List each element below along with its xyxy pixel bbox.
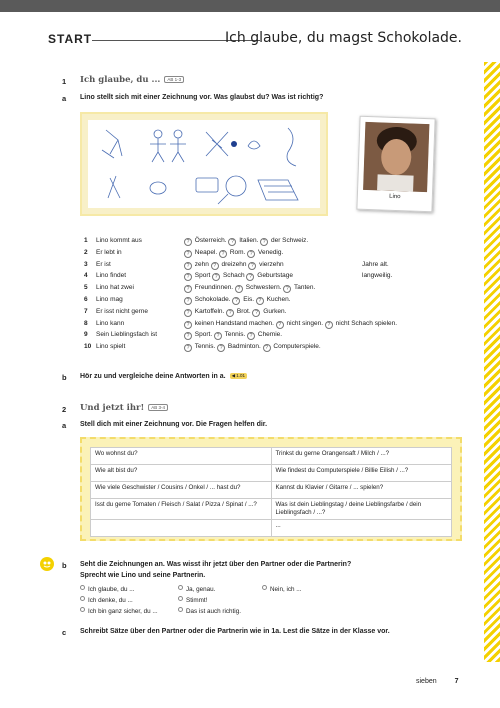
phrase-text: Ja, genau. — [186, 586, 216, 593]
bullet-icon — [80, 607, 85, 612]
statement-options[interactable]: ? Neapel. ? Rom. ? Venedig. — [184, 249, 283, 258]
answer-checkbox-icon[interactable]: ? — [256, 297, 264, 305]
phrase-text: Ich denke, du ... — [88, 597, 133, 604]
question-cell: Kannst du Klavier / Gitarre / ... spielen? — [271, 482, 452, 499]
statement-number: 1 — [84, 237, 88, 244]
answer-checkbox-icon[interactable]: ? — [283, 285, 291, 293]
exercise-number-1: 1 — [62, 77, 67, 86]
photo-caption: Lino — [389, 193, 401, 201]
phrase-item — [178, 596, 207, 604]
answer-checkbox-icon[interactable]: ? — [214, 332, 222, 340]
task-letter-2b: b — [62, 561, 67, 570]
statement-options[interactable]: ? Kartoffeln. ? Brot. ? Gurken. — [184, 308, 286, 317]
lino-portrait — [363, 122, 429, 192]
bullet-icon — [178, 596, 183, 601]
task-1b-text — [80, 373, 247, 380]
statement-stem: Er lebt in — [96, 248, 122, 256]
phrase-item — [80, 596, 133, 604]
task-2b-text-line1: Seht die Zeichnungen an. Was wisst ihr jetzt über den Partner oder die Partnerin? — [80, 561, 352, 568]
task-1a-text: Lino stellt sich mit einer Zeichnung vor. Was glaubst du? Was ist richtig? — [80, 94, 324, 101]
answer-checkbox-icon[interactable]: ? — [263, 344, 271, 352]
statement-stem: Er isst nicht gerne — [96, 307, 149, 315]
question-cell — [91, 520, 272, 537]
statement-suffix: langweilig. — [362, 272, 393, 280]
phrase-text: Das ist auch richtig. — [186, 608, 241, 615]
statement-stem: Lino kommt aus — [96, 237, 142, 244]
page-word: sieben — [416, 678, 437, 685]
exercise-title-1 — [80, 75, 184, 85]
answer-checkbox-icon[interactable]: ? — [226, 309, 234, 317]
statement-options[interactable]: ? Schokolade. ? Eis. ? Kuchen. — [184, 296, 291, 305]
answer-checkbox-icon[interactable]: ? — [184, 273, 192, 281]
statement-number: 9 — [84, 331, 88, 339]
task-letter-1a: a — [62, 94, 67, 103]
answer-checkbox-icon[interactable]: ? — [184, 238, 192, 246]
audio-track-badge[interactable]: ◀ 1.01 — [231, 373, 246, 379]
task-2b-text-line2: Sprecht wie Lino und seine Partnerin. — [80, 572, 206, 579]
bullet-icon — [80, 585, 85, 590]
statement-options[interactable]: ? Freundinnen. ? Schwestern. ? Tanten. — [184, 284, 315, 293]
phrase-text: Ich glaube, du ... — [88, 586, 135, 593]
section-label: START — [48, 32, 93, 46]
table-row — [91, 448, 452, 465]
statement-stem: Lino spielt — [96, 343, 126, 351]
answer-checkbox-icon[interactable]: ? — [184, 262, 192, 270]
answer-checkbox-icon[interactable]: ? — [212, 273, 220, 281]
table-row — [91, 482, 452, 499]
drawing-sketches — [88, 120, 320, 208]
question-cell: Wie findest du Computerspiele / Billie Eilish / ...? — [271, 465, 452, 482]
phrase-item — [262, 585, 302, 593]
lino-photo — [356, 116, 435, 213]
phrase-item — [178, 607, 241, 615]
question-cell: Isst du gerne Tomaten / Fleisch / Salat / Pizza / Spinat / ...? — [91, 499, 272, 520]
answer-checkbox-icon[interactable]: ? — [232, 297, 240, 305]
question-cell: ... — [271, 520, 452, 537]
page-number: 7 — [454, 678, 459, 685]
statement-options[interactable]: ? Sport ? Schach ? Geburtstage — [184, 272, 293, 281]
statement-options[interactable]: ? zehn ? dreizehn ? vierzehn — [184, 261, 284, 270]
statement-suffix: Jahre alt. — [362, 260, 389, 268]
yellow-stripe-decoration — [484, 62, 500, 662]
statement-number: 4 — [84, 272, 88, 280]
answer-checkbox-icon[interactable]: ? — [184, 297, 192, 305]
statement-number: 7 — [84, 307, 88, 315]
answer-checkbox-icon[interactable]: ? — [260, 238, 268, 246]
exercise-title-2-text: Und jetzt ihr! — [80, 403, 145, 413]
phrase-text: Stimmt! — [186, 597, 208, 604]
top-bar — [0, 0, 500, 12]
answer-checkbox-icon[interactable]: ? — [235, 285, 243, 293]
statement-number: 10 — [84, 343, 92, 351]
statement-stem: Lino kann — [96, 319, 125, 327]
statement-options[interactable]: ? keinen Handstand machen. ? nicht singen. ? nicht Schach spielen. — [184, 320, 397, 329]
task-1b-text-content: Hör zu und vergleiche deine Antworten in a. — [80, 373, 226, 380]
answer-checkbox-icon[interactable]: ? — [184, 250, 192, 258]
workbook-ref: AB 1-3 — [164, 76, 184, 83]
bullet-icon — [262, 585, 267, 590]
lino-drawing — [88, 120, 320, 208]
phrase-item — [80, 585, 135, 593]
question-cell: Wie viele Geschwister / Cousins / Onkel / ... hast du? — [91, 482, 272, 499]
answer-checkbox-icon[interactable]: ? — [248, 262, 256, 270]
speaking-icon-glyph — [40, 557, 54, 571]
answer-checkbox-icon[interactable]: ? — [184, 285, 192, 293]
answer-checkbox-icon[interactable]: ? — [276, 321, 284, 329]
answer-checkbox-icon[interactable]: ? — [247, 250, 255, 258]
answer-checkbox-icon[interactable]: ? — [217, 344, 225, 352]
phrase-item — [80, 607, 158, 615]
bullet-icon — [178, 607, 183, 612]
statement-number: 3 — [84, 260, 88, 268]
statement-stem: Lino findet — [96, 272, 126, 280]
table-row — [91, 499, 452, 520]
question-cell: Wie alt bist du? — [91, 465, 272, 482]
exercise-title-1-text: Ich glaube, du ... — [80, 75, 161, 85]
question-cell: Trinkst du gerne Orangensaft / Milch / ...? — [271, 448, 452, 465]
page-footer — [416, 678, 459, 685]
answer-checkbox-icon[interactable]: ? — [325, 321, 333, 329]
statement-options[interactable]: ? Sport. ? Tennis. ? Chemie. — [184, 331, 282, 340]
page-header — [48, 30, 462, 50]
task-letter-2c: c — [62, 628, 67, 637]
task-letter-1b: b — [62, 373, 67, 382]
answer-checkbox-icon[interactable]: ? — [219, 250, 227, 258]
answer-checkbox-icon[interactable]: ? — [246, 273, 254, 281]
exercise-number-2: 2 — [62, 405, 67, 414]
answer-checkbox-icon[interactable]: ? — [184, 332, 192, 340]
answer-checkbox-icon[interactable]: ? — [228, 238, 236, 246]
phrase-text: Ich bin ganz sicher, du ... — [88, 608, 158, 615]
question-cell: Wo wohnst du? — [91, 448, 272, 465]
statement-stem: Lino hat zwei — [96, 284, 134, 292]
statement-stem: Lino mag — [96, 296, 123, 303]
question-box — [80, 437, 462, 541]
task-2a-text: Stell dich mit einer Zeichnung vor. Die Fragen helfen dir. — [80, 421, 268, 428]
exercise-title-2 — [80, 403, 168, 413]
statement-stem: Er ist — [96, 260, 111, 268]
bullet-icon — [80, 596, 85, 601]
table-row — [91, 520, 452, 537]
statement-stem: Sein Lieblingsfach ist — [96, 331, 158, 339]
portrait-shape — [363, 122, 429, 192]
question-table — [90, 447, 452, 537]
question-cell: Was ist dein Lieblingstag / deine Lieblingsfarbe / dein Lieblingsfach / ...? — [271, 499, 452, 520]
page-title: Ich glaube, du magst Schokolade. — [225, 30, 462, 46]
statement-options[interactable]: ? Tennis. ? Badminton. ? Computerspiele. — [184, 343, 321, 352]
task-letter-2a: a — [62, 421, 67, 430]
phrase-text: Nein, ich ... — [270, 586, 302, 593]
phrase-item — [178, 585, 215, 593]
drawing-frame — [80, 112, 328, 216]
statement-number: 6 — [84, 296, 88, 303]
statement-number: 2 — [84, 248, 88, 256]
statement-options[interactable]: ? Österreich. ? Italien. ? der Schweiz. — [184, 237, 308, 246]
workbook-ref: AB 3-4 — [148, 404, 168, 411]
table-row — [91, 465, 452, 482]
answer-checkbox-icon[interactable]: ? — [184, 309, 192, 317]
statement-number: 8 — [84, 319, 88, 327]
bullet-icon — [178, 585, 183, 590]
task-2c-text: Schreibt Sätze über den Partner oder die Partnerin wie in 1a. Lest die Sätze in der Klasse vor. — [80, 628, 390, 635]
answer-checkbox-icon[interactable]: ? — [184, 344, 192, 352]
answer-checkbox-icon[interactable]: ? — [252, 309, 260, 317]
answer-checkbox-icon[interactable]: ? — [184, 321, 192, 329]
statement-number: 5 — [84, 284, 88, 292]
answer-checkbox-icon[interactable]: ? — [247, 332, 255, 340]
speaking-icon — [40, 557, 54, 571]
sketch-figure — [102, 130, 122, 158]
answer-checkbox-icon[interactable]: ? — [211, 262, 219, 270]
